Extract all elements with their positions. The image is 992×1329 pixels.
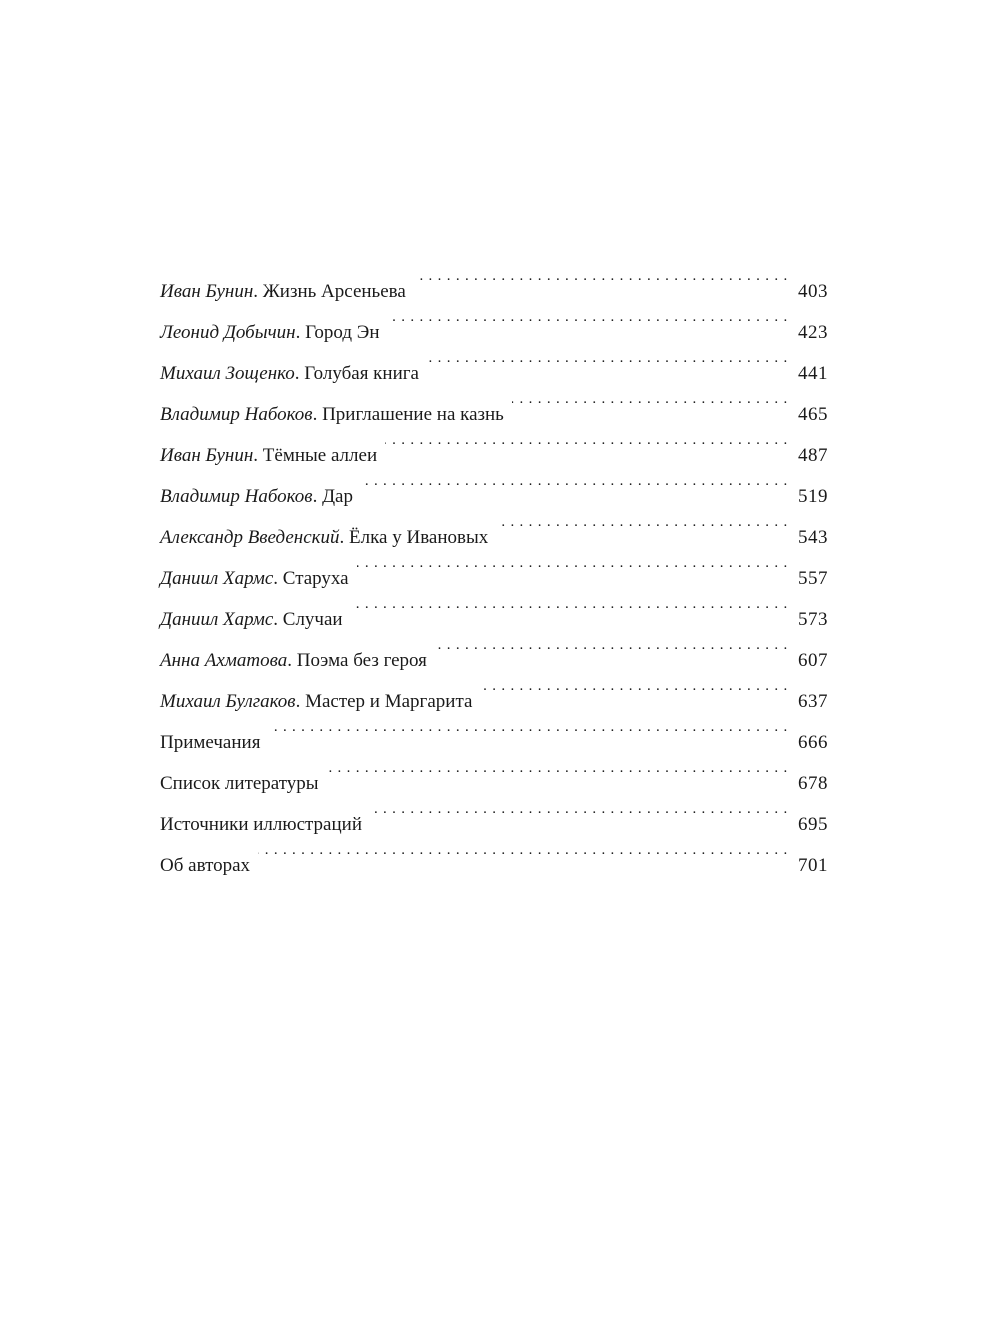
toc-entry[interactable] <box>160 830 828 876</box>
toc-entry[interactable]: Даниил Хармс. Старуха . . . 557 <box>160 543 828 584</box>
toc-page-number: 519 <box>798 486 828 507</box>
dot-leader <box>388 297 789 338</box>
toc-page-number: 557 <box>798 568 828 589</box>
toc-page-number: 487 <box>798 445 828 466</box>
toc-page-number: 543 <box>798 527 828 548</box>
toc-page-number: 423 <box>798 322 828 343</box>
dot-leader <box>427 338 788 379</box>
toc-page-number: 701 <box>798 855 828 876</box>
toc-entry[interactable]: Михаил Зощенко. Голубая книга . . . 441 <box>160 338 828 379</box>
toc-author: Леонид Добычин <box>160 322 296 343</box>
toc-author: Михаил Зощенко <box>160 363 295 384</box>
table-of-contents <box>160 256 828 876</box>
toc-page-number: 695 <box>798 814 828 835</box>
toc-entry[interactable]: Леонид Добычин. Город Эн . . . 423 <box>160 297 828 338</box>
toc-page-number: 573 <box>798 609 828 630</box>
toc-work-title: Старуха <box>282 568 349 589</box>
toc-author: Михаил Булгаков <box>160 691 296 712</box>
dot-leader <box>512 379 788 420</box>
toc-page-number: 666 <box>798 732 828 753</box>
toc-page-number: 441 <box>798 363 828 384</box>
toc-section-title: Об авторах <box>160 845 258 886</box>
dot-leader <box>351 584 788 625</box>
dot-leader <box>327 748 788 789</box>
toc-page-number: 403 <box>798 281 828 302</box>
toc-work-title: Ёлка у Ивановых <box>349 527 489 548</box>
toc-work-title: Тёмные аллеи <box>262 445 378 466</box>
toc-author: Даниил Хармс <box>160 568 274 589</box>
toc-entry[interactable]: Александр Введенский. Ёлка у Ивановых . . . 543 <box>160 502 828 543</box>
toc-page-number: 678 <box>798 773 828 794</box>
toc-work-title: Жизнь Арсеньева <box>262 281 406 302</box>
toc-work-title: Город Эн <box>305 322 380 343</box>
dot-leader <box>496 502 788 543</box>
toc-author: Иван Бунин <box>160 281 254 302</box>
toc-author: Александр Введенский <box>160 527 340 548</box>
toc-work-title: Поэма без героя <box>296 650 427 671</box>
toc-page-number: 607 <box>798 650 828 671</box>
toc-work-title: Приглашение на казнь <box>322 404 504 425</box>
dot-leader <box>357 543 788 584</box>
toc-section-title: Примечания <box>160 722 268 763</box>
dot-leader <box>361 461 788 502</box>
toc-entry[interactable]: Владимир Набоков. Дар . . . 519 <box>160 461 828 502</box>
toc-entry[interactable]: Иван Бунин. Тёмные аллеи . . . 487 <box>160 420 828 461</box>
dot-leader <box>414 256 788 297</box>
dot-leader <box>435 625 788 666</box>
toc-work-title: Дар <box>322 486 353 507</box>
toc-work-title: Голубая книга <box>304 363 419 384</box>
toc-work-title: Мастер и Маргарита <box>305 691 473 712</box>
toc-entry[interactable]: Иван Бунин. Жизнь Арсеньева . . . 403 <box>160 256 828 297</box>
toc-author: Владимир Набоков <box>160 486 313 507</box>
dot-leader <box>258 830 788 871</box>
toc-section-title: Список литературы <box>160 763 327 804</box>
toc-author: Анна Ахматова <box>160 650 288 671</box>
toc-author: Даниил Хармс <box>160 609 274 630</box>
dot-leader <box>385 420 788 461</box>
toc-entry[interactable]: Владимир Набоков. Приглашение на казнь . . . 465 <box>160 379 828 420</box>
toc-page-number: 637 <box>798 691 828 712</box>
toc-work-title: Случаи <box>282 609 343 630</box>
toc-author: Владимир Набоков <box>160 404 313 425</box>
toc-entry[interactable]: Даниил Хармс. Случаи . . . 573 <box>160 584 828 625</box>
toc-entry[interactable]: Михаил Булгаков. Мастер и Маргарита . . . 637 <box>160 666 828 707</box>
toc-page-number: 465 <box>798 404 828 425</box>
toc-author: Иван Бунин <box>160 445 254 466</box>
dot-leader <box>268 707 788 748</box>
toc-section-title: Источники иллюстраций <box>160 804 370 845</box>
dot-leader <box>480 666 788 707</box>
dot-leader <box>370 789 788 830</box>
toc-entry[interactable]: Анна Ахматова. Поэма без героя . . . 607 <box>160 625 828 666</box>
